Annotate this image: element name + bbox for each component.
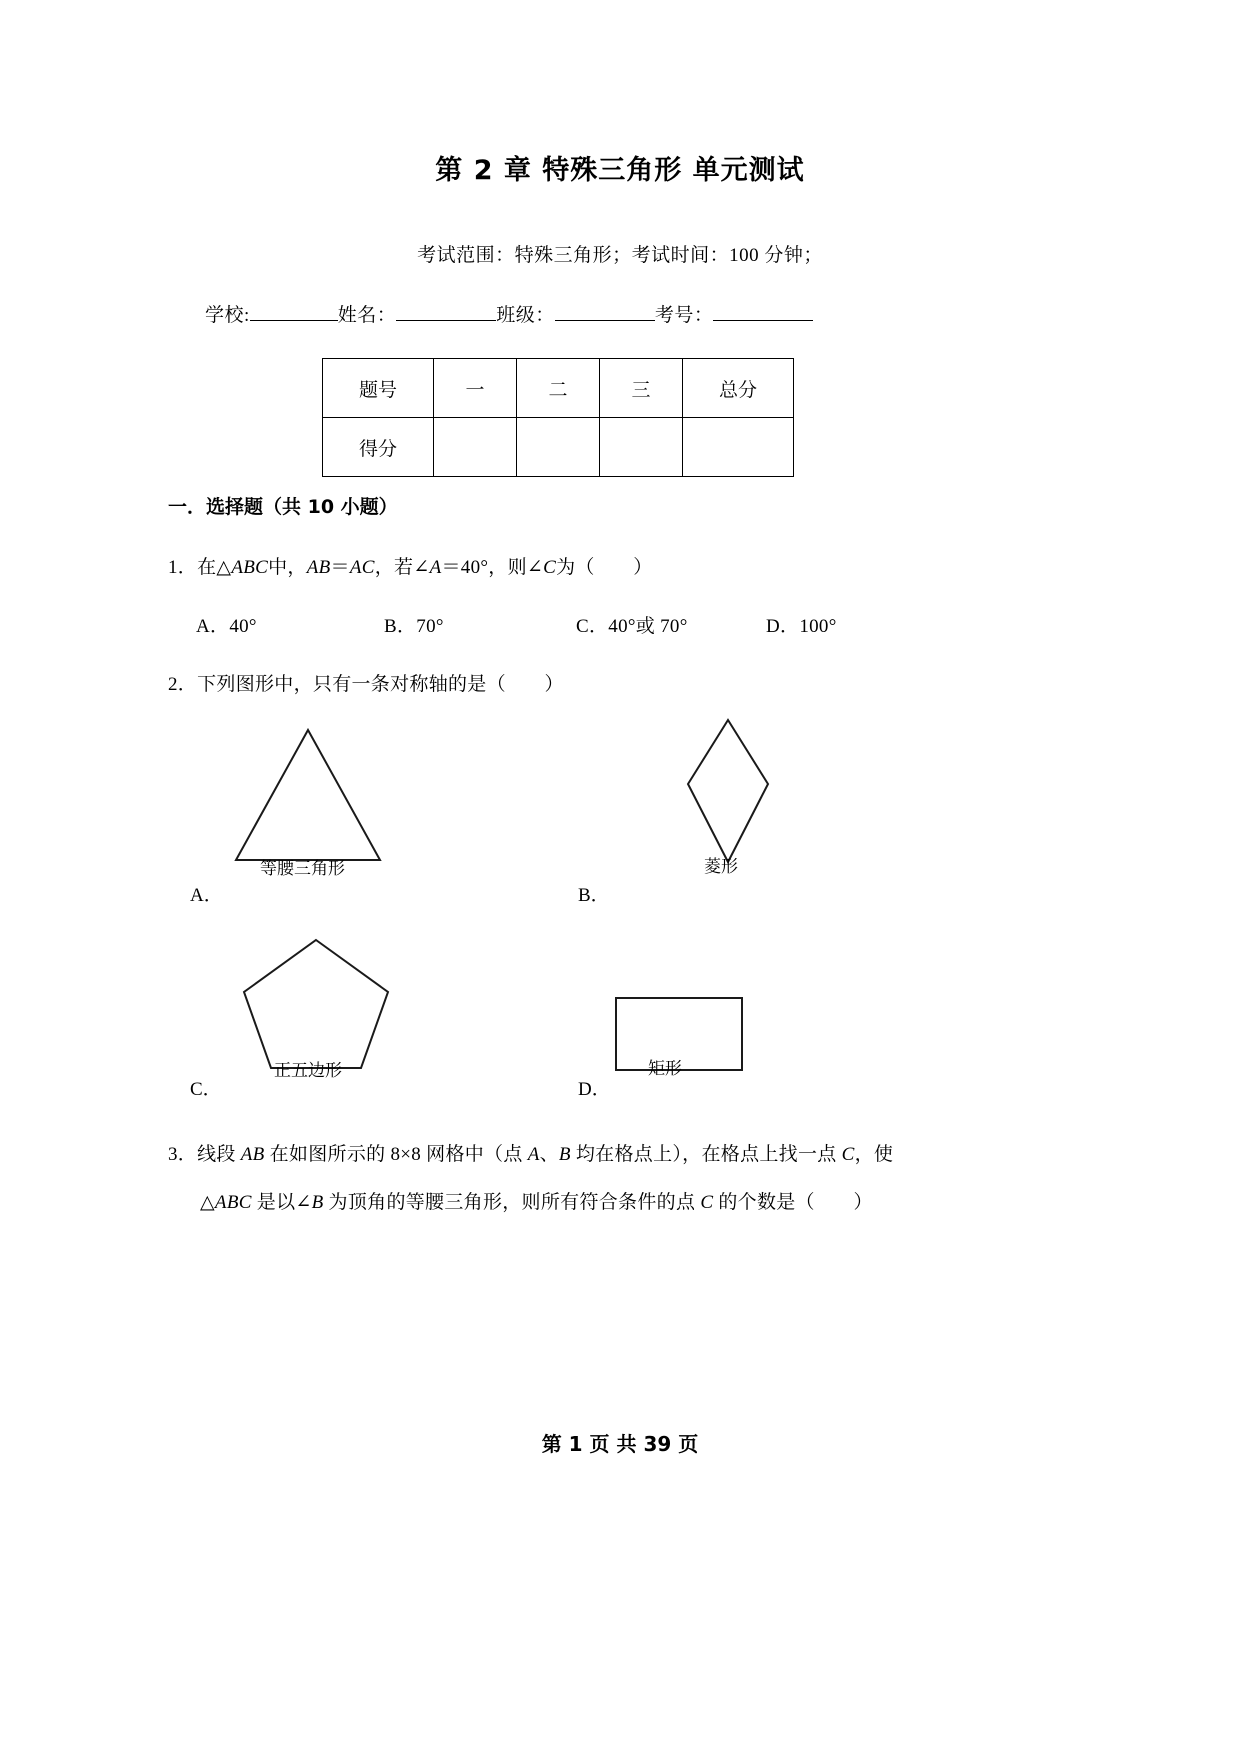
question-2-number: 2． [168,674,198,695]
question-2-label-a: 等腰三角形 [260,859,345,879]
rhombus-icon [628,712,828,872]
question-2 [168,670,564,700]
exam-subtitle: 考试范围：特殊三角形；考试时间：100 分钟； [417,245,823,266]
score-table [322,358,794,477]
school-label: 学校: [205,305,250,326]
question-1-option-d[interactable]: D．100° [766,616,837,637]
score-cell-total[interactable] [683,418,794,477]
score-col-3: 三 [600,359,683,418]
question-1-math-a: A [429,557,442,578]
name-label: 姓名： [337,305,397,326]
question-3-math-b2: B [311,1192,324,1213]
question-2-label-b: 菱形 [704,857,738,877]
question-1 [168,553,653,583]
option-row [196,612,1096,642]
question-1-option-a[interactable]: A．40° [196,616,257,637]
question-3-l2-p2: 是以∠ [251,1192,312,1213]
section-heading-choice: 一．选择题（共 10 小题） [168,496,398,518]
question-2-choice-b[interactable] [628,712,828,877]
question-2-figures [168,722,1072,1122]
score-col-1: 一 [434,359,517,418]
isosceles-triangle-icon [208,722,408,872]
exam-no-blank[interactable] [713,303,813,321]
question-2-choice-a[interactable] [208,722,408,877]
student-info-line [205,300,1035,327]
class-blank[interactable] [555,303,655,321]
question-3-l1-p1: 线段 [197,1144,241,1165]
question-2-label-c: 正五边形 [274,1061,342,1081]
question-1-text-p6: 为（ ） [556,557,653,578]
question-1-text-p3: ＝ [330,557,350,578]
score-cell-2[interactable] [517,418,600,477]
question-3-math-c: C [841,1144,855,1165]
question-3-l2-p1: △ [200,1192,215,1213]
question-1-math-c: C [543,557,557,578]
rectangle-icon [606,992,806,1082]
question-1-text-p5: ＝40°，则∠ [441,557,544,578]
question-2-choice-c[interactable] [216,934,416,1079]
question-3-l2-p4: 的个数是（ ） [713,1192,873,1213]
question-2-label-d: 矩形 [648,1059,682,1079]
score-col-2: 二 [517,359,600,418]
class-label: 班级： [496,305,555,326]
question-1-math-ac: AC [349,557,375,578]
question-1-text-p4: ，若∠ [374,557,430,578]
question-2-choice-d[interactable] [606,992,806,1087]
score-row-label-1: 题号 [323,359,434,418]
question-1-math-abc: ABC [231,557,269,578]
question-1-math-ab: AB [306,557,331,578]
question-3-l1-p2: 在如图所示的 8×8 网格中（点 [264,1144,528,1165]
question-3-l1-p3: 、 [539,1144,559,1165]
score-col-total: 总分 [683,359,794,418]
question-1-option-c[interactable]: C．40°或 70° [576,616,688,637]
question-2-letter-c: C． [190,1079,222,1100]
school-blank[interactable] [250,303,338,321]
question-3-math-b: B [558,1144,571,1165]
question-2-letter-d: D． [578,1079,611,1100]
question-2-letter-a: A． [190,885,223,906]
question-3-math-abc: ABC [214,1192,252,1213]
regular-pentagon-icon [216,934,416,1074]
score-row-label-2: 得分 [323,418,434,477]
question-1-text-p2: 中， [268,557,307,578]
question-3 [168,1140,1068,1218]
question-3-math-a: A [527,1144,540,1165]
score-cell-1[interactable] [434,418,517,477]
table-row [323,359,794,418]
page-footer: 第 1 页 共 39 页 [541,1432,699,1456]
question-3-math-ab: AB [240,1144,265,1165]
exam-no-label: 考号： [654,305,714,326]
question-3-line2 [168,1188,1068,1218]
question-1-text-p1: 在△ [197,557,232,578]
question-1-option-b[interactable]: B．70° [384,616,444,637]
question-3-number: 3． [168,1144,198,1165]
question-3-math-c2: C [700,1192,714,1213]
question-3-l1-p5: ，使 [854,1144,894,1165]
page-title: 第 2 章 特殊三角形 单元测试 [435,155,805,186]
name-blank[interactable] [396,303,496,321]
question-1-number: 1． [168,557,198,578]
question-3-l2-p3: 为顶角的等腰三角形，则所有符合条件的点 [323,1192,701,1213]
table-row [323,418,794,477]
question-3-l1-p4: 均在格点上），在格点上找一点 [570,1144,842,1165]
question-2-letter-b: B． [578,885,610,906]
question-2-text: 下列图形中，只有一条对称轴的是（ ） [197,674,564,695]
question-1-options [196,612,1096,642]
score-cell-3[interactable] [600,418,683,477]
